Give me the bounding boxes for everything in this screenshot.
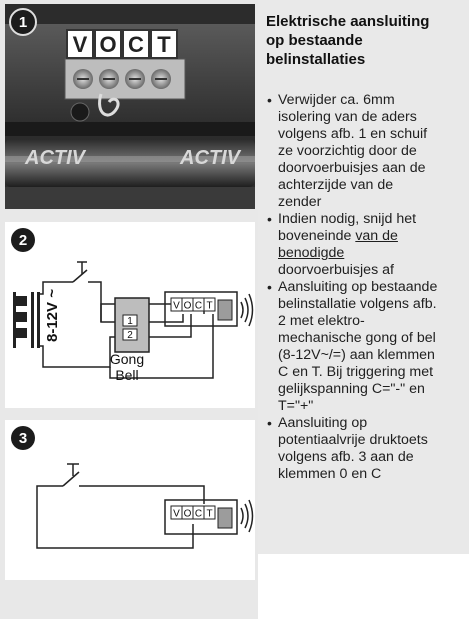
figure-3-badge: 3 [11,426,35,450]
wiring-diagram-3 [5,420,255,580]
gong-pin-1: 1 [127,316,133,327]
transmitter-button [218,300,232,320]
fig2-terminal-t: T [206,300,213,312]
bullet-dot: • [267,92,272,108]
gong-pin-2: 2 [127,330,133,341]
instruction-list [266,92,466,483]
instruction-item [266,92,466,211]
gong-label: Gong [109,351,145,367]
cable-hole [71,103,89,121]
instruction-line [278,228,466,245]
fig3-terminal-c: C [194,508,203,520]
transmitter-button-3 [218,508,232,528]
terminal-label-t: T [157,32,171,57]
instruction-text: boveneinde [278,228,356,244]
instruction-line: volgens afb. 3 aan de [278,449,414,465]
instruction-line: C en T. Bij triggering met [278,364,434,380]
instruction-item [266,211,466,279]
instruction-item [266,415,466,483]
underlined-text: van de [355,228,398,244]
underlined-text: benodigde [278,245,345,261]
instruction-line: volgens afb. 1 en schuif [278,126,428,142]
instruction-line: Aansluiting op [278,415,368,431]
instruction-line: T="+" [278,398,314,414]
terminal-photo-drawing [5,4,255,209]
bell-label: Bell [115,367,139,383]
terminal-label-o: O [99,32,117,57]
wiring-diagram-3-drawing [5,420,255,580]
transmitter-terminals-3 [171,506,215,520]
heading-line: Elektrische aansluiting [266,13,430,30]
bullet-dot: • [267,211,272,227]
instruction-line: 2 met elektro- [278,313,365,329]
instruction-line: Verwijder ca. 6mm [278,92,395,108]
voltage-label: 8-12V ~ [44,289,61,342]
instruction-line: (8-12V~/=) aan klemmen [278,347,435,363]
instruction-line: klemmen 0 en C [278,466,382,482]
fig3-terminal-t: T [206,508,213,520]
terminal-label-v: V [72,32,88,57]
fig2-terminal-c: C [194,300,203,312]
instruction-line: Aansluiting op bestaande [278,279,438,295]
instruction-item [266,279,466,415]
battery-brand-left: ACTIV [25,147,85,169]
instruction-line: mechanische gong of bel [278,330,436,346]
instruction-line: belinstallatie volgens afb. [278,296,437,312]
fig3-terminal-o: O [183,508,192,520]
instruction-line: achterzijde van de [278,177,394,193]
instruction-line: Indien nodig, snijd het [278,211,417,227]
wiring-diagram-2-drawing [5,222,255,408]
instruction-line: doorvoerbuisjes aan de [278,160,426,176]
fig2-terminal-o: O [183,300,192,312]
terminal-photo [5,4,255,209]
fig2-terminal-v: V [173,300,180,312]
instruction-line: isolering van de aders [278,109,417,125]
bullet-dot: • [267,415,272,431]
terminal-label-c: C [128,32,144,57]
figure-1-badge: 1 [9,8,37,36]
instruction-line: ze voorzichtig door de [278,143,417,159]
section-heading [266,12,466,69]
figure-2-badge: 2 [11,228,35,252]
heading-line: belinstallaties [266,51,366,68]
instruction-line: gelijkspanning C="-" en [278,381,425,397]
instruction-line: zender [278,194,322,210]
instructions-column [258,0,469,554]
battery-brand-right: ACTIV [180,147,240,169]
bullet-dot: • [267,279,272,295]
fig3-terminal-v: V [173,508,180,520]
transmitter-terminals [171,298,215,312]
wiring-diagram-2 [5,222,255,408]
instruction-line: potentiaalvrije druktoets [278,432,428,448]
instruction-line: doorvoerbuisjes af [278,262,394,278]
terminal-labels [67,30,177,58]
heading-line: op bestaande [266,32,363,49]
